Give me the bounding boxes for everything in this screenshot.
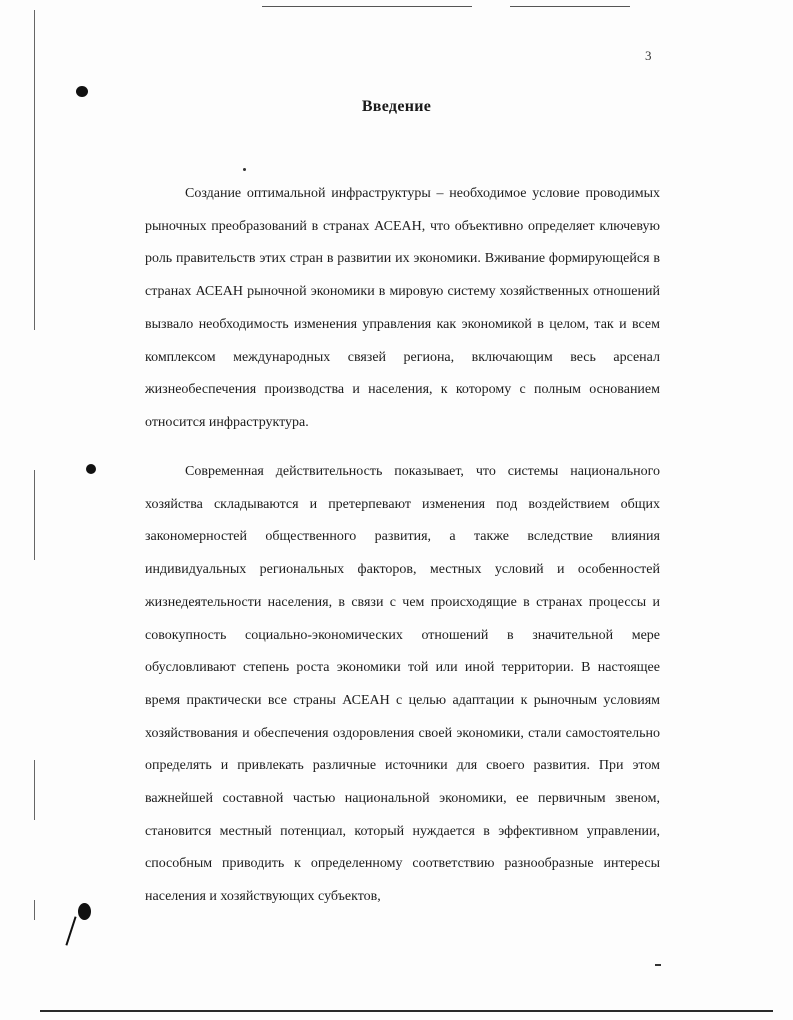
scan-edge-left — [34, 470, 35, 560]
scan-edge-top — [510, 6, 630, 7]
scan-edge-left — [34, 10, 35, 330]
scan-edge-left — [34, 760, 35, 820]
paragraph-text: Создание оптимальной инфраструктуры – необходимое условие проводимых рыночных преобразований в странах АСЕАН, что объективно определяет ключевую роль правительств этих стран в развитии их экономики. Вживание формирующейся в странах АСЕАН рыночной экономики в мировую систему хозяйственных отношений вызвало необходимость изменения управления как экономикой в целом, так и всем комплексом международных связей региона, включающим весь арсенал жизнеобеспечения производства и населения, к которому с полным основанием относится инфраструктура. — [145, 186, 660, 430]
stray-mark — [655, 964, 661, 966]
hole-punch-mark — [86, 464, 96, 474]
stray-dot — [243, 168, 246, 171]
hole-punch-mark — [78, 903, 91, 920]
paragraph-text: Современная действительность показывает, что системы национального хозяйства складываются и претерпевают изменения под воздействием общих закономерностей общественного развития, а также вследствие влияния индивидуальных региональных факторов, местных условий и особенностей жизнедеятельности населения, в связи с чем происходящие в странах процессы и совокупность социально-экономических отношений в значительной мере обусловливают степень роста экономики той или иной территории. В настоящее время практически все страны АСЕАН с целью адаптации к рыночным условиям хозяйствования и обеспечения оздоровления своей экономики, стали самостоятельно определять и привлекать различные источники для своего развития. При этом важнейшей составной частью национальной экономики, ее первичным звеном, становится местный потенциал, который нуждается в эффективном управлении, способным приводить к определенному соответствию разнообразные интересы населения и хозяйствующих субъектов, — [145, 464, 660, 905]
scan-edge-left — [34, 900, 35, 920]
scan-edge-top — [262, 6, 472, 7]
hole-punch-mark — [76, 86, 88, 97]
page-number: 3 — [645, 48, 652, 63]
ink-stroke — [65, 916, 76, 945]
scan-edge-bottom — [40, 1010, 773, 1012]
paragraph-2 — [145, 456, 660, 914]
paragraph-1 — [145, 178, 660, 440]
page-title: Введение — [361, 98, 432, 115]
